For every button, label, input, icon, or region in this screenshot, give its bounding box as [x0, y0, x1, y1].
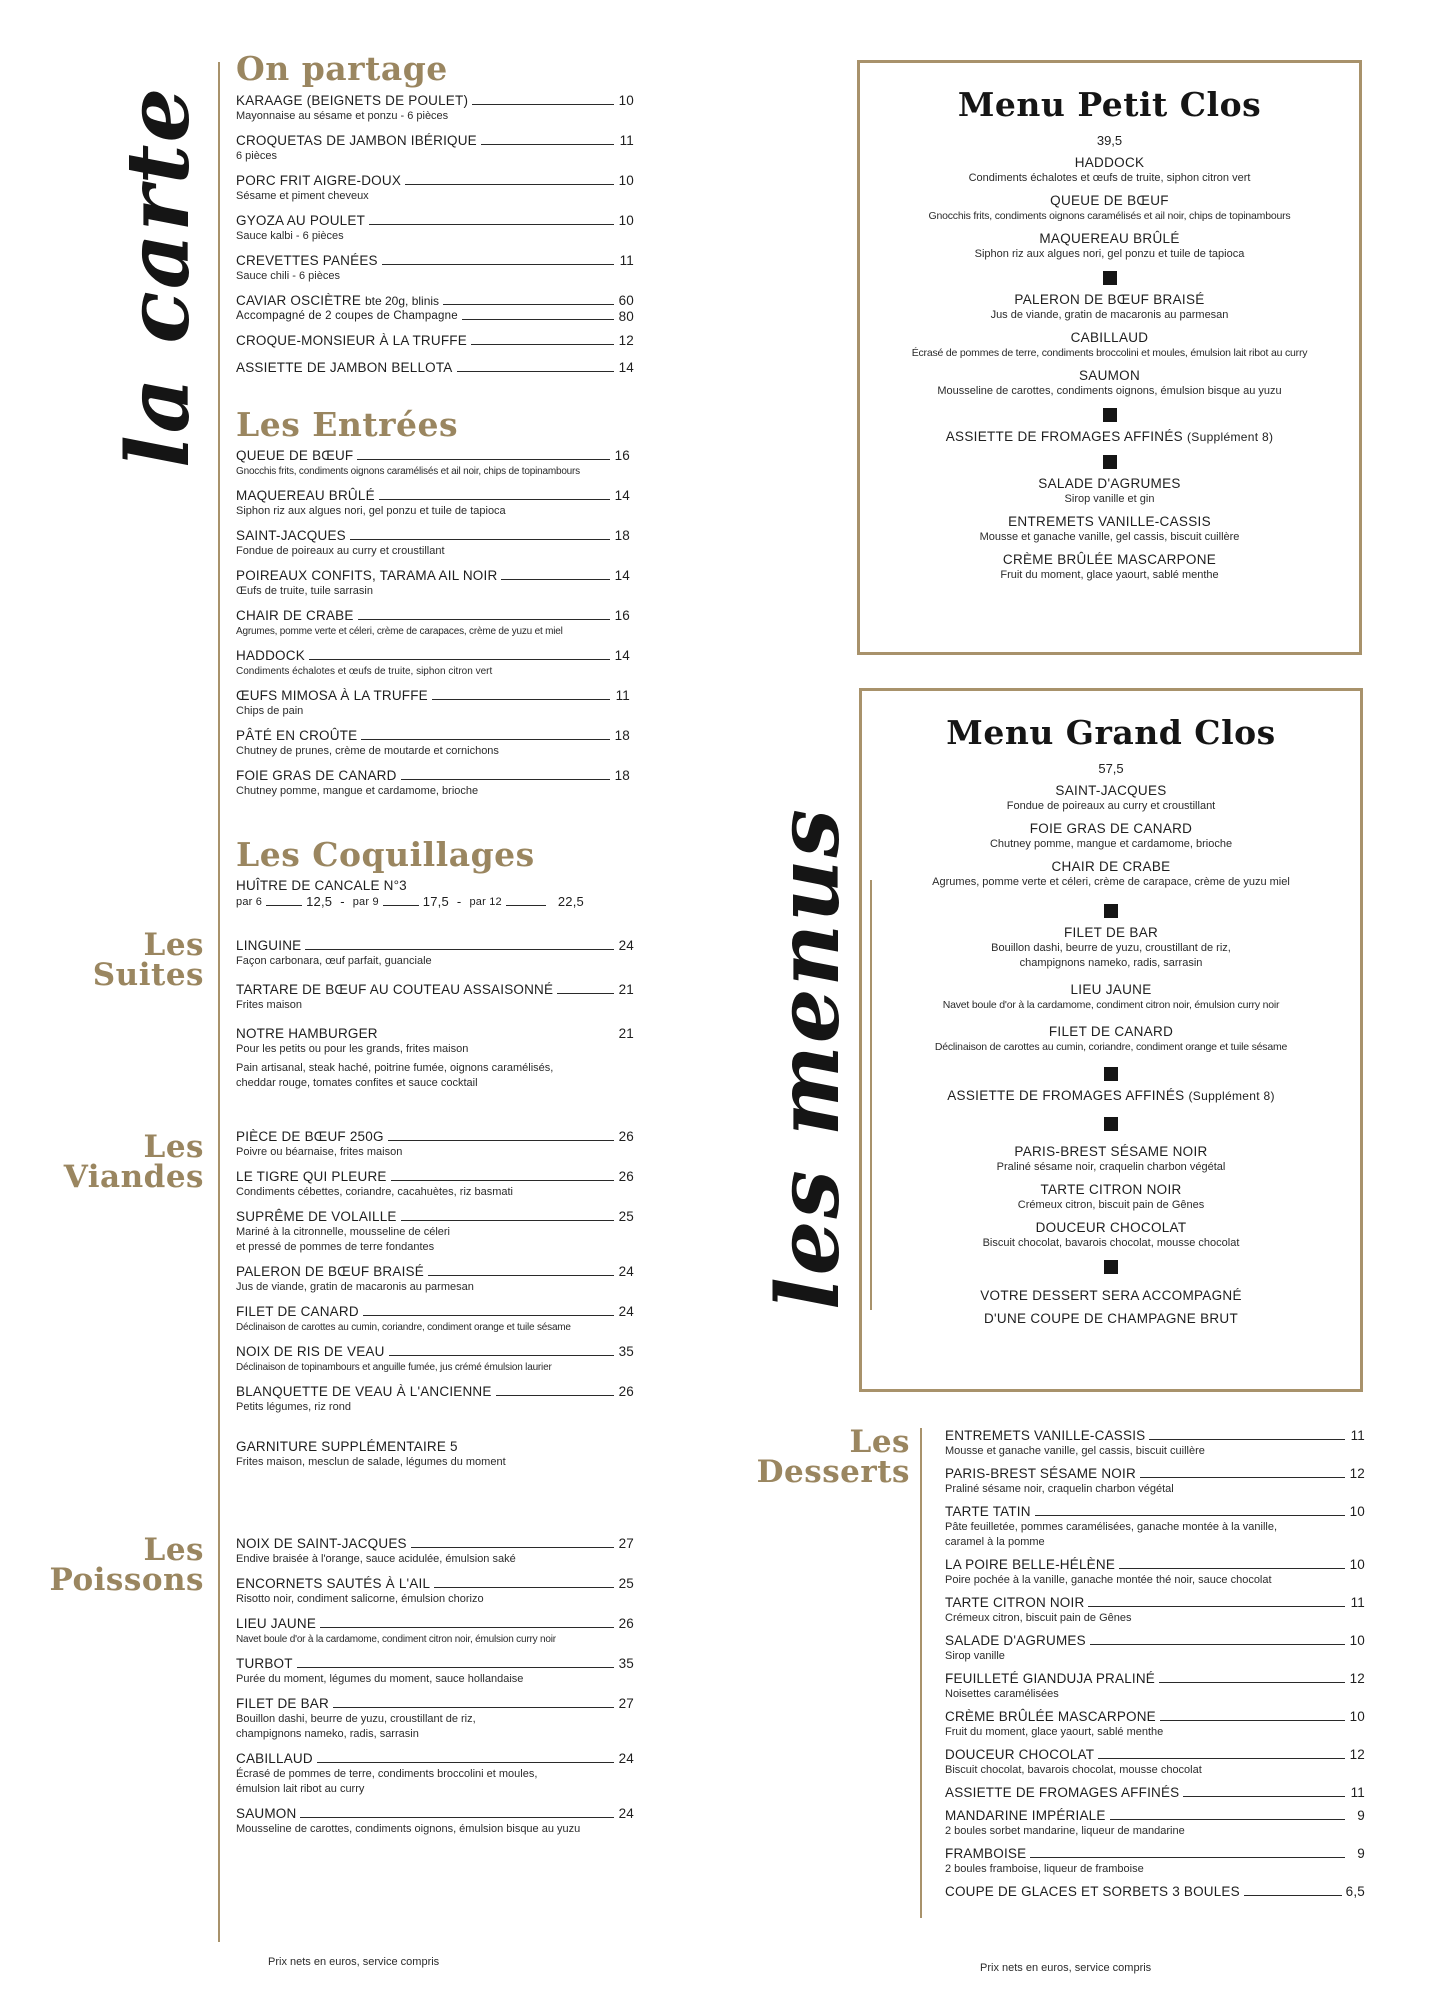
menu-item: SUPRÊME DE VOLAILLE 25 Mariné à la citronnelle, mousseline de céleri et pressé de pommes de terre fondantes: [236, 1209, 634, 1253]
menu-item: FEUILLETÉ GIANDUJA PRALINÉ 12 Noisettes caramélisées: [945, 1671, 1365, 1700]
menu-item: FRAMBOISE 9 2 boules framboise, liqueur de framboise: [945, 1846, 1365, 1875]
garniture-supplement: GARNITURE SUPPLÉMENTAIRE 5 Frites maison, mesclun de salade, légumes du moment: [236, 1439, 506, 1468]
menu-item: COUPE DE GLACES ET SORBETS 3 BOULES 6,5: [945, 1884, 1365, 1899]
menu-price: 57,5: [1098, 761, 1124, 777]
menu-item: CROQUE-MONSIEUR À LA TRUFFE 12: [236, 333, 634, 348]
on-partage-list: [236, 93, 634, 376]
menu-item: HADDOCK 14 Condiments échalotes et œufs de truite, siphon citron vert: [236, 648, 630, 677]
champagne-note: VOTRE DESSERT SERA ACCOMPAGNÉ D'UNE COUPE DE CHAMPAGNE BRUT: [980, 1288, 1242, 1327]
menu-item: TARTARE DE BŒUF AU COUTEAU ASSAISONNÉ 21 Frites maison: [236, 982, 634, 1011]
menu-item: TARTE CITRON NOIR 11 Crémeux citron, biscuit pain de Gênes: [945, 1595, 1365, 1624]
menu-item: ASSIETTE DE FROMAGES AFFINÉS 11: [945, 1785, 1365, 1800]
menu-item: SALADE D'AGRUMES 10 Sirop vanille: [945, 1633, 1365, 1662]
section-label-viandes: Les Viandes: [63, 1129, 204, 1195]
menu-item: CRÈME BRÛLÉE MASCARPONE 10 Fruit du moment, glace yaourt, sablé menthe: [945, 1709, 1365, 1738]
menu-item: GYOZA AU POULET 10 Sauce kalbi - 6 pièces: [236, 213, 634, 242]
menu-item: LA POIRE BELLE-HÉLÈNE 10 Poire pochée à la vanille, ganache montée thé noir, sauce chocolat: [945, 1557, 1365, 1586]
section-label-poissons: Les Poissons: [49, 1532, 204, 1598]
menu-item: CHAIR DE CRABE 16 Agrumes, pomme verte et céleri, crème de carapaces, crème de yuzu et miel: [236, 608, 630, 637]
menu-item: LINGUINE 24 Façon carbonara, œuf parfait, guanciale: [236, 938, 634, 967]
section-label-desserts: Les Desserts: [756, 1424, 910, 1490]
menu-item: QUEUE DE BŒUF 16 Gnocchis frits, condiments oignons caramélisés et ail noir, chips de topinambours: [236, 448, 630, 477]
menu-item: TARTE TATIN 10 Pâte feuilletée, pommes caramélisées, ganache montée à la vanille, caramel à la pomme: [945, 1504, 1365, 1548]
entrees-list: [236, 448, 630, 799]
desserts-vertical-rule: [920, 1428, 922, 1918]
menu-item: PARIS-BREST SÉSAME NOIR 12 Praliné sésame noir, craquelin charbon végétal: [945, 1466, 1365, 1495]
square-separator-icon: [1103, 455, 1117, 469]
menu-item: MAQUEREAU BRÛLÉ 14 Siphon riz aux algues nori, gel ponzu et tuile de tapioca: [236, 488, 630, 517]
menu-item: ENTREMETS VANILLE-CASSIS 11 Mousse et ganache vanille, gel cassis, biscuit cuillère: [945, 1428, 1365, 1457]
menu-item: SAINT-JACQUES 18 Fondue de poireaux au curry et croustillant: [236, 528, 630, 557]
section-title-entrees: Les Entrées: [236, 405, 459, 444]
menu-item: SAUMON 24 Mousseline de carottes, condiments oignons, émulsion bisque au yuzu: [236, 1806, 634, 1835]
menu-price: 39,5: [1096, 133, 1123, 149]
square-separator-icon: [1104, 1067, 1118, 1081]
section-title-coquillages: Les Coquillages: [236, 835, 535, 874]
coquillages-list: HUÎTRE DE CANCALE N°3 par 6 12,5 - par 9 17,5 - par 12 22,5: [236, 878, 634, 910]
oyster-price-options: par 6 12,5 - par 9 17,5 - par 12 22,5: [236, 894, 584, 909]
menu-item: LE TIGRE QUI PLEURE 26 Condiments cébettes, coriandre, cacahuètes, riz basmati: [236, 1169, 634, 1198]
carte-script-title: la carte: [108, 85, 209, 468]
menu-item: LIEU JAUNE 26 Navet boule d'or à la cardamome, condiment citron noir, émulsion curry noir: [236, 1616, 634, 1645]
square-separator-icon: [1103, 408, 1117, 422]
menu-item: PORC FRIT AIGRE-DOUX 10 Sésame et piment cheveux: [236, 173, 634, 202]
menu-item: TURBOT 35 Purée du moment, légumes du moment, sauce hollandaise: [236, 1656, 634, 1685]
carte-vertical-rule: [218, 62, 220, 1942]
square-separator-icon: [1104, 1260, 1118, 1274]
menu-item: FOIE GRAS DE CANARD 18 Chutney pomme, mangue et cardamome, brioche: [236, 768, 630, 797]
menu-item: CREVETTES PANÉES 11 Sauce chili - 6 pièces: [236, 253, 634, 282]
menu-item: CROQUETAS DE JAMBON IBÉRIQUE 11 6 pièces: [236, 133, 634, 162]
menu-item: PALERON DE BŒUF BRAISÉ 24 Jus de viande, gratin de macaronis au parmesan: [236, 1264, 634, 1293]
menu-item: CABILLAUD 24 Écrasé de pommes de terre, condiments broccolini et moules, émulsion lait ribot au curry: [236, 1751, 634, 1795]
square-separator-icon: [1104, 1117, 1118, 1131]
suites-list: [236, 938, 634, 1091]
menu-petit-clos: Menu Petit Clos 39,5 HADDOCK Condiments échalotes et œufs de truite, siphon citron vert QUEUE DE BŒUF Gnocchis frits, condiments oignons caramélisés et ail noir, chips de topinambours MAQUEREAU BRÛLÉ Siphon riz aux algues nori, gel ponzu et tuile de tapioca PALERON DE BŒUF BRAISÉ Jus de viande, gratin de macaronis au parmesan CABILLAUD Écrasé de pommes de terre, condiments broccolini et moules, émulsion lait ribot au curry SAUMON Mousseline de carottes, condiments oignons, émulsion bisque au yuzu ASSIETTE DE FROMAGES AFFINÉS (Supplément 8) SALADE D'AGRUMES Sirop vanille et gin ENTREMETS VANILLE-CASSIS Mousse et ganache vanille, gel cassis, biscuit cuillère CRÈME BRÛLÉE MASCARPONE Fruit du moment, glace yaourt, sablé menthe: [857, 60, 1362, 655]
menu-item: MANDARINE IMPÉRIALE 9 2 boules sorbet mandarine, liqueur de mandarine: [945, 1808, 1365, 1837]
menu-item: FILET DE BAR 27 Bouillon dashi, beurre de yuzu, croustillant de riz, champignons nameko, radis, sarrasin: [236, 1696, 634, 1740]
menu-item: ASSIETTE DE JAMBON BELLOTA 14: [236, 360, 634, 375]
poissons-list: [236, 1536, 634, 1837]
menu-item: PIÈCE DE BŒUF 250G 26 Poivre ou béarnaise, frites maison: [236, 1129, 634, 1158]
menus-price-note: Prix nets en euros, service compris: [980, 1962, 1152, 1974]
menu-item-caviar: CAVIAR OSCIÈTRE bte 20g, blinis 60 Accompagné de 2 coupes de Champagne 80: [236, 293, 634, 324]
desserts-list: [945, 1428, 1365, 1900]
section-label-suites: Les Suites: [92, 927, 204, 993]
square-separator-icon: [1104, 904, 1118, 918]
menu-item: PÂTÉ EN CROÛTE 18 Chutney de prunes, crème de moutarde et cornichons: [236, 728, 630, 757]
section-title-on-partage: On partage: [236, 49, 448, 88]
menu-grand-clos: Menu Grand Clos 57,5 SAINT-JACQUES Fondue de poireaux au curry et croustillant FOIE GRAS DE CANARD Chutney pomme, mangue et cardamome, brioche CHAIR DE CRABE Agrumes, pomme verte et céleri, crème de carapace, crème de yuzu miel FILET DE BAR Bouillon dashi, beurre de yuzu, croustillant de riz, champignons nameko, radis, sarrasin LIEU JAUNE Navet boule d'or à la cardamome, condiment citron noir, émulsion curry noir FILET DE CANARD Déclinaison de carottes au cumin, coriandre, condiment orange et tuile sésame ASSIETTE DE FROMAGES AFFINÉS (Supplément 8) PARIS-BREST SÉSAME NOIR Praliné sésame noir, craquelin charbon végétal TARTE CITRON NOIR Crémeux citron, biscuit pain de Gênes DOUCEUR CHOCOLAT Biscuit chocolat, bavarois chocolat, mousse chocolat VOTRE DESSERT SERA ACCOMPAGNÉ D'UNE COUPE DE CHAMPAGNE BRUT: [859, 688, 1363, 1392]
menu-title: Menu Grand Clos: [946, 713, 1276, 752]
menu-item: NOIX DE SAINT-JACQUES 27 Endive braisée à l'orange, sauce acidulée, émulsion saké: [236, 1536, 634, 1565]
viandes-list: [236, 1129, 634, 1470]
square-separator-icon: [1103, 271, 1117, 285]
menu-item: NOIX DE RIS DE VEAU 35 Déclinaison de topinambours et anguille fumée, jus crémé émulsion laurier: [236, 1344, 634, 1373]
menu-item: FILET DE CANARD 24 Déclinaison de carottes au cumin, coriandre, condiment orange et tuile sésame: [236, 1304, 634, 1333]
menu-item: KARAAGE (BEIGNETS DE POULET) 10 Mayonnaise au sésame et ponzu - 6 pièces: [236, 93, 634, 122]
menu-item: ENCORNETS SAUTÉS À L'AIL 25 Risotto noir, condiment salicorne, émulsion chorizo: [236, 1576, 634, 1605]
carte-price-note: Prix nets en euros, service compris: [268, 1956, 440, 1968]
menu-item: NOTRE HAMBURGER 21 Pour les petits ou pour les grands, frites maison Pain artisanal, steak haché, poitrine fumée, oignons caramélisés, cheddar rouge, tomates confites et sauce cocktail: [236, 1026, 634, 1089]
menu-item: DOUCEUR CHOCOLAT 12 Biscuit chocolat, bavarois chocolat, mousse chocolat: [945, 1747, 1365, 1776]
menu-title: Menu Petit Clos: [957, 85, 1262, 124]
menu-item: POIREAUX CONFITS, TARAMA AIL NOIR 14 Œufs de truite, tuile sarrasin: [236, 568, 630, 597]
menus-script-title: les menus: [758, 807, 859, 1310]
menu-item: ŒUFS MIMOSA À LA TRUFFE 11 Chips de pain: [236, 688, 630, 717]
menu-item: BLANQUETTE DE VEAU À L'ANCIENNE 26 Petits légumes, riz rond: [236, 1384, 634, 1413]
